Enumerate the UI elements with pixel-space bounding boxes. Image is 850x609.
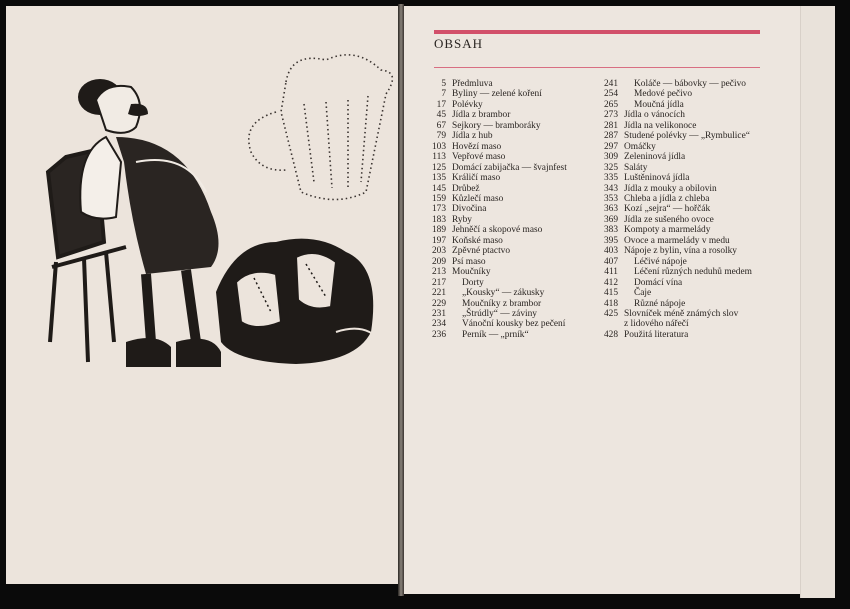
toc-entry-title: Koláče — bábovky — pečivo [634, 79, 746, 89]
toc-entry [590, 299, 752, 309]
toc-entry-title: Studené polévky — „Rymbulice“ [624, 131, 750, 142]
toc-entry-title: Chleba a jídla z chleba [624, 193, 710, 204]
toc-page-number: 241 [603, 79, 618, 89]
toc-page-number: 411 [604, 267, 618, 278]
toc-entry [418, 131, 567, 141]
toc-entry-title: Medové pečivo [634, 89, 693, 100]
toc-entry-title: Saláty [624, 162, 648, 173]
toc-page-number: 395 [603, 235, 618, 246]
toc-entry-title: Různé nápoje [634, 298, 686, 309]
toc-column-right [590, 79, 752, 340]
toc-entry-title: Ovoce a marmelády v medu [624, 235, 730, 246]
toc-entry-title: Jídla z hub [452, 131, 493, 142]
toc-page-number: 353 [603, 193, 618, 204]
toc-page-number: 103 [431, 141, 446, 152]
toc-page-number: 159 [431, 193, 446, 204]
toc-page-number: 135 [431, 173, 446, 184]
toc-entry [418, 309, 567, 319]
toc-entry-title: Drůbež [452, 183, 480, 194]
toc-entry [418, 121, 567, 131]
toc-entry [590, 257, 752, 267]
left-page [6, 6, 398, 584]
toc-entry-title: Divočina [452, 204, 487, 215]
toc-entry-title: Polévky [452, 99, 483, 110]
toc-entry [418, 194, 567, 204]
toc-page-number: 297 [603, 141, 618, 152]
toc-page-number: 309 [603, 152, 618, 163]
toc-entry-title: Moučná jídla [634, 99, 684, 110]
toc-entry-title: Zeleninová jídla [624, 152, 686, 163]
toc-entry-title: Domácí zabijačka — švajnfest [452, 162, 567, 173]
toc-entry [590, 215, 752, 225]
toc-page-number: 418 [603, 298, 618, 309]
toc-entry [418, 215, 567, 225]
toc-entry [590, 194, 752, 204]
toc-entry [418, 100, 567, 110]
toc-entry-title: „Kousky“ — zákusky [462, 288, 545, 299]
toc-page-number: 369 [603, 214, 618, 225]
toc-page-number: 17 [436, 99, 446, 110]
beer-mug-icon [249, 55, 393, 200]
toc-page-number: 363 [603, 204, 618, 215]
toc-entry-title: Kozí „sejra“ — hořčák [624, 204, 711, 215]
toc-column-left [418, 79, 567, 340]
toc-page-number: 281 [603, 120, 618, 131]
toc-entry [418, 173, 567, 183]
toc-entry-title: Byliny — zelené koření [452, 89, 542, 100]
toc-entry [590, 79, 752, 89]
toc-page-number: 407 [603, 256, 618, 267]
toc-entry [418, 152, 567, 162]
toc-page-number: 234 [431, 319, 446, 330]
toc-page-number: 231 [431, 308, 446, 319]
toc-entry-title: Jídla ze sušeného ovoce [624, 214, 714, 225]
toc-page-number: 425 [603, 308, 618, 319]
toc-page-number: 229 [431, 298, 446, 309]
shoe-pile-icon [216, 239, 381, 364]
toc-page-number: 209 [431, 256, 446, 267]
toc-page-number: 415 [603, 288, 618, 299]
toc-entry-title: z lidového nářečí [624, 319, 689, 330]
toc-entry-title: Dorty [462, 277, 484, 288]
header-rule [434, 30, 760, 34]
toc-entry-title: Kůzlečí maso [452, 193, 504, 204]
toc-entry-title: Jídla z brambor [452, 110, 511, 121]
toc-entry-title: „Štrúdly“ — záviny [462, 308, 537, 319]
toc-page-number: 335 [603, 173, 618, 184]
toc-entry [418, 236, 567, 246]
toc-entry [590, 110, 752, 120]
toc-page-number: 67 [436, 120, 446, 131]
page-title: OBSAH [434, 36, 484, 51]
toc-entry-title: Králičí maso [452, 173, 501, 184]
toc-page-number: 79 [436, 131, 446, 142]
toc-entry [418, 288, 567, 298]
title-underline [434, 67, 760, 68]
toc-entry [418, 184, 567, 194]
toc-entry [418, 110, 567, 120]
toc-page-number: 113 [432, 152, 446, 163]
toc-entry [418, 246, 567, 256]
toc-page-number: 45 [436, 110, 446, 121]
toc-entry-title: Vánoční kousky bez pečení [462, 319, 566, 330]
toc-entry-title: Jehněčí a skopové maso [452, 225, 543, 236]
toc-entry-title: Moučníky z brambor [462, 298, 542, 309]
toc-page-number: 203 [431, 246, 446, 257]
toc-entry [590, 163, 752, 173]
toc-entry [590, 204, 752, 214]
toc-page-number: 197 [431, 235, 446, 246]
toc-entry-title: Léčivé nápoje [634, 256, 687, 267]
toc-page-number: 403 [603, 246, 618, 257]
toc-entry [418, 225, 567, 235]
toc-entry [590, 121, 752, 131]
toc-entry [418, 163, 567, 173]
toc-page-number: 217 [431, 277, 446, 288]
toc-page-number: 325 [603, 162, 618, 173]
toc-page-number: 428 [603, 329, 618, 340]
toc-entry [590, 152, 752, 162]
toc-entry [590, 278, 752, 288]
toc-entry-title: Léčení různých neduhů medem [634, 267, 752, 278]
toc-entry-title: Jídla z mouky a obilovin [624, 183, 717, 194]
toc-page-number: 221 [431, 288, 446, 299]
toc-entry [418, 278, 567, 288]
toc-entry [590, 330, 752, 340]
toc-entry-title: Luštěninová jídla [624, 173, 690, 184]
toc-page-number: 7 [441, 89, 446, 100]
toc-page-number: 145 [431, 183, 446, 194]
toc-entry [418, 330, 567, 340]
toc-entry-title: Koňské maso [452, 235, 503, 246]
toc-entry-title: Slovníček méně známých slov [624, 308, 739, 319]
toc-entry [418, 79, 567, 89]
toc-entry [590, 100, 752, 110]
toc-entry [590, 142, 752, 152]
toc-entry [590, 131, 752, 141]
toc-page-number: 343 [603, 183, 618, 194]
toc-entry [590, 319, 752, 329]
toc-entry-title: Kompoty a marmelády [624, 225, 711, 236]
toc-entry [418, 204, 567, 214]
toc-entry-title: Psí maso [452, 256, 486, 267]
toc-entry [590, 225, 752, 235]
toc-page-number: 412 [603, 277, 618, 288]
toc-page-number: 183 [431, 214, 446, 225]
toc-entry-title: Vepřové maso [452, 152, 506, 163]
toc-entry-title: Hovězí maso [452, 141, 502, 152]
toc-entry [590, 89, 752, 99]
toc-entry-title: Perník — „prník“ [462, 329, 529, 340]
toc-page-number: 213 [431, 267, 446, 278]
toc-entry [418, 257, 567, 267]
toc-entry [590, 184, 752, 194]
toc-entry [418, 89, 567, 99]
toc-entry [590, 246, 752, 256]
toc-entry-title: Jídla na velikonoce [624, 120, 697, 131]
toc-page-number: 236 [431, 329, 446, 340]
toc-page-number: 254 [603, 89, 618, 100]
toc-entry-title: Předmluva [452, 79, 493, 89]
toc-entry-title: Sejkory — bramboráky [452, 120, 541, 131]
toc-page-number: 5 [441, 79, 446, 89]
toc-entry-title: Zpěvné ptactvo [452, 246, 511, 257]
toc-page-number: 265 [603, 99, 618, 110]
toc-page-number: 287 [603, 131, 618, 142]
toc-entry-title: Omáčky [624, 141, 656, 152]
toc-entry [418, 299, 567, 309]
toc-entry-title: Ryby [452, 214, 472, 225]
toc-entry [418, 142, 567, 152]
toc-page-number: 189 [431, 225, 446, 236]
toc-entry-title: Jídla o vánocích [624, 110, 685, 121]
toc-entry [418, 267, 567, 277]
toc-entry [418, 319, 567, 329]
toc-page-number: 273 [603, 110, 618, 121]
toc-entry [590, 173, 752, 183]
toc-entry-title: Moučníky [452, 267, 491, 278]
page-stack-edge [800, 6, 835, 598]
toc-entry [590, 288, 752, 298]
toc-entry [590, 309, 752, 319]
right-page [404, 6, 800, 594]
toc-entry-title: Nápoje z bylin, vína a rosolky [624, 246, 737, 257]
toc-entry [590, 236, 752, 246]
toc-page-number: 383 [603, 225, 618, 236]
toc-entry-title: Domácí vína [634, 277, 683, 288]
toc-entry-title: Čaje [634, 288, 652, 299]
toc-page-number: 173 [431, 204, 446, 215]
toc-entry [590, 267, 752, 277]
toc-entry-title: Použitá literatura [624, 329, 689, 340]
toc-page-number: 125 [431, 162, 446, 173]
cook-illustration [36, 42, 396, 382]
